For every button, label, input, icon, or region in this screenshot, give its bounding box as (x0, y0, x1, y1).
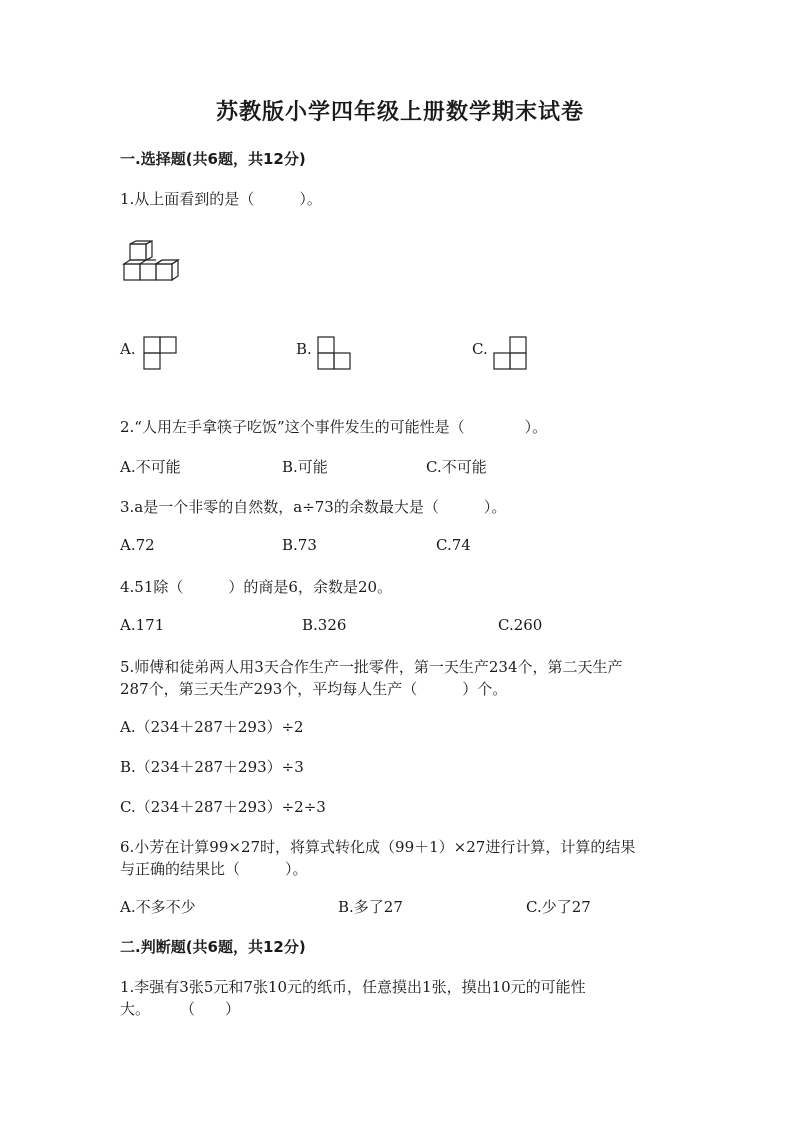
question-6-text-line-2: 与正确的结果比（ ）。 (120, 860, 308, 878)
q3-option-a: A.72 (120, 536, 155, 554)
q4-option-c: C.260 (498, 616, 543, 634)
judgment-1-text-line-2: 大。 （ ） (120, 1000, 241, 1018)
section-heading-judgment: 二.判断题(共6题，共12分) (120, 938, 306, 956)
question-6-text-line-1: 6.小芳在计算99×27时，将算式转化成（99＋1）×27进行计算，计算的结果 (120, 838, 636, 856)
q3-option-c: C.74 (436, 536, 471, 554)
question-2-text: 2.“人用左手拿筷子吃饭”这个事件发生的可能性是（ ）。 (120, 418, 548, 436)
q5-option-b: B.（234＋287＋293）÷3 (120, 758, 304, 776)
q2-option-c: C.不可能 (426, 458, 487, 476)
question-3-text: 3.a是一个非零的自然数，a÷73的余数最大是（ ）。 (120, 498, 507, 516)
q5-option-c: C.（234＋287＋293）÷2÷3 (120, 798, 326, 816)
q6-option-b: B.多了27 (338, 898, 403, 916)
page-title: 苏教版小学四年级上册数学期末试卷 (215, 99, 584, 125)
q6-option-a: A.不多不少 (120, 898, 196, 916)
q1-option-c-label: C. (472, 340, 488, 358)
q4-option-b: B.326 (302, 616, 347, 634)
section-heading-choice: 一.选择题(共6题，共12分) (120, 150, 306, 168)
q1-option-a-label: A. (120, 340, 136, 358)
judgment-1-text-line-1: 1.李强有3张5元和7张10元的纸币，任意摸出1张，摸出10元的可能性 (120, 978, 586, 996)
q1-option-a-figure (142, 336, 178, 370)
question-1-text: 1.从上面看到的是（ ）。 (120, 190, 322, 208)
q1-option-c-figure (492, 336, 528, 370)
question-4-text: 4.51除（ ）的商是6，余数是20。 (120, 578, 393, 596)
q3-option-b: B.73 (282, 536, 317, 554)
cube-stack-figure (120, 240, 182, 288)
q2-option-b: B.可能 (282, 458, 328, 476)
q1-option-b-label: B. (296, 340, 312, 358)
question-5-text-line-1: 5.师傅和徒弟两人用3天合作生产一批零件，第一天生产234个，第二天生产 (120, 658, 623, 676)
q2-option-a: A.不可能 (120, 458, 181, 476)
q1-option-b-figure (316, 336, 352, 370)
q6-option-c: C.少了27 (526, 898, 591, 916)
q5-option-a: A.（234＋287＋293）÷2 (120, 718, 304, 736)
question-5-text-line-2: 287个，第三天生产293个，平均每人生产（ ）个。 (120, 680, 508, 698)
q4-option-a: A.171 (120, 616, 165, 634)
